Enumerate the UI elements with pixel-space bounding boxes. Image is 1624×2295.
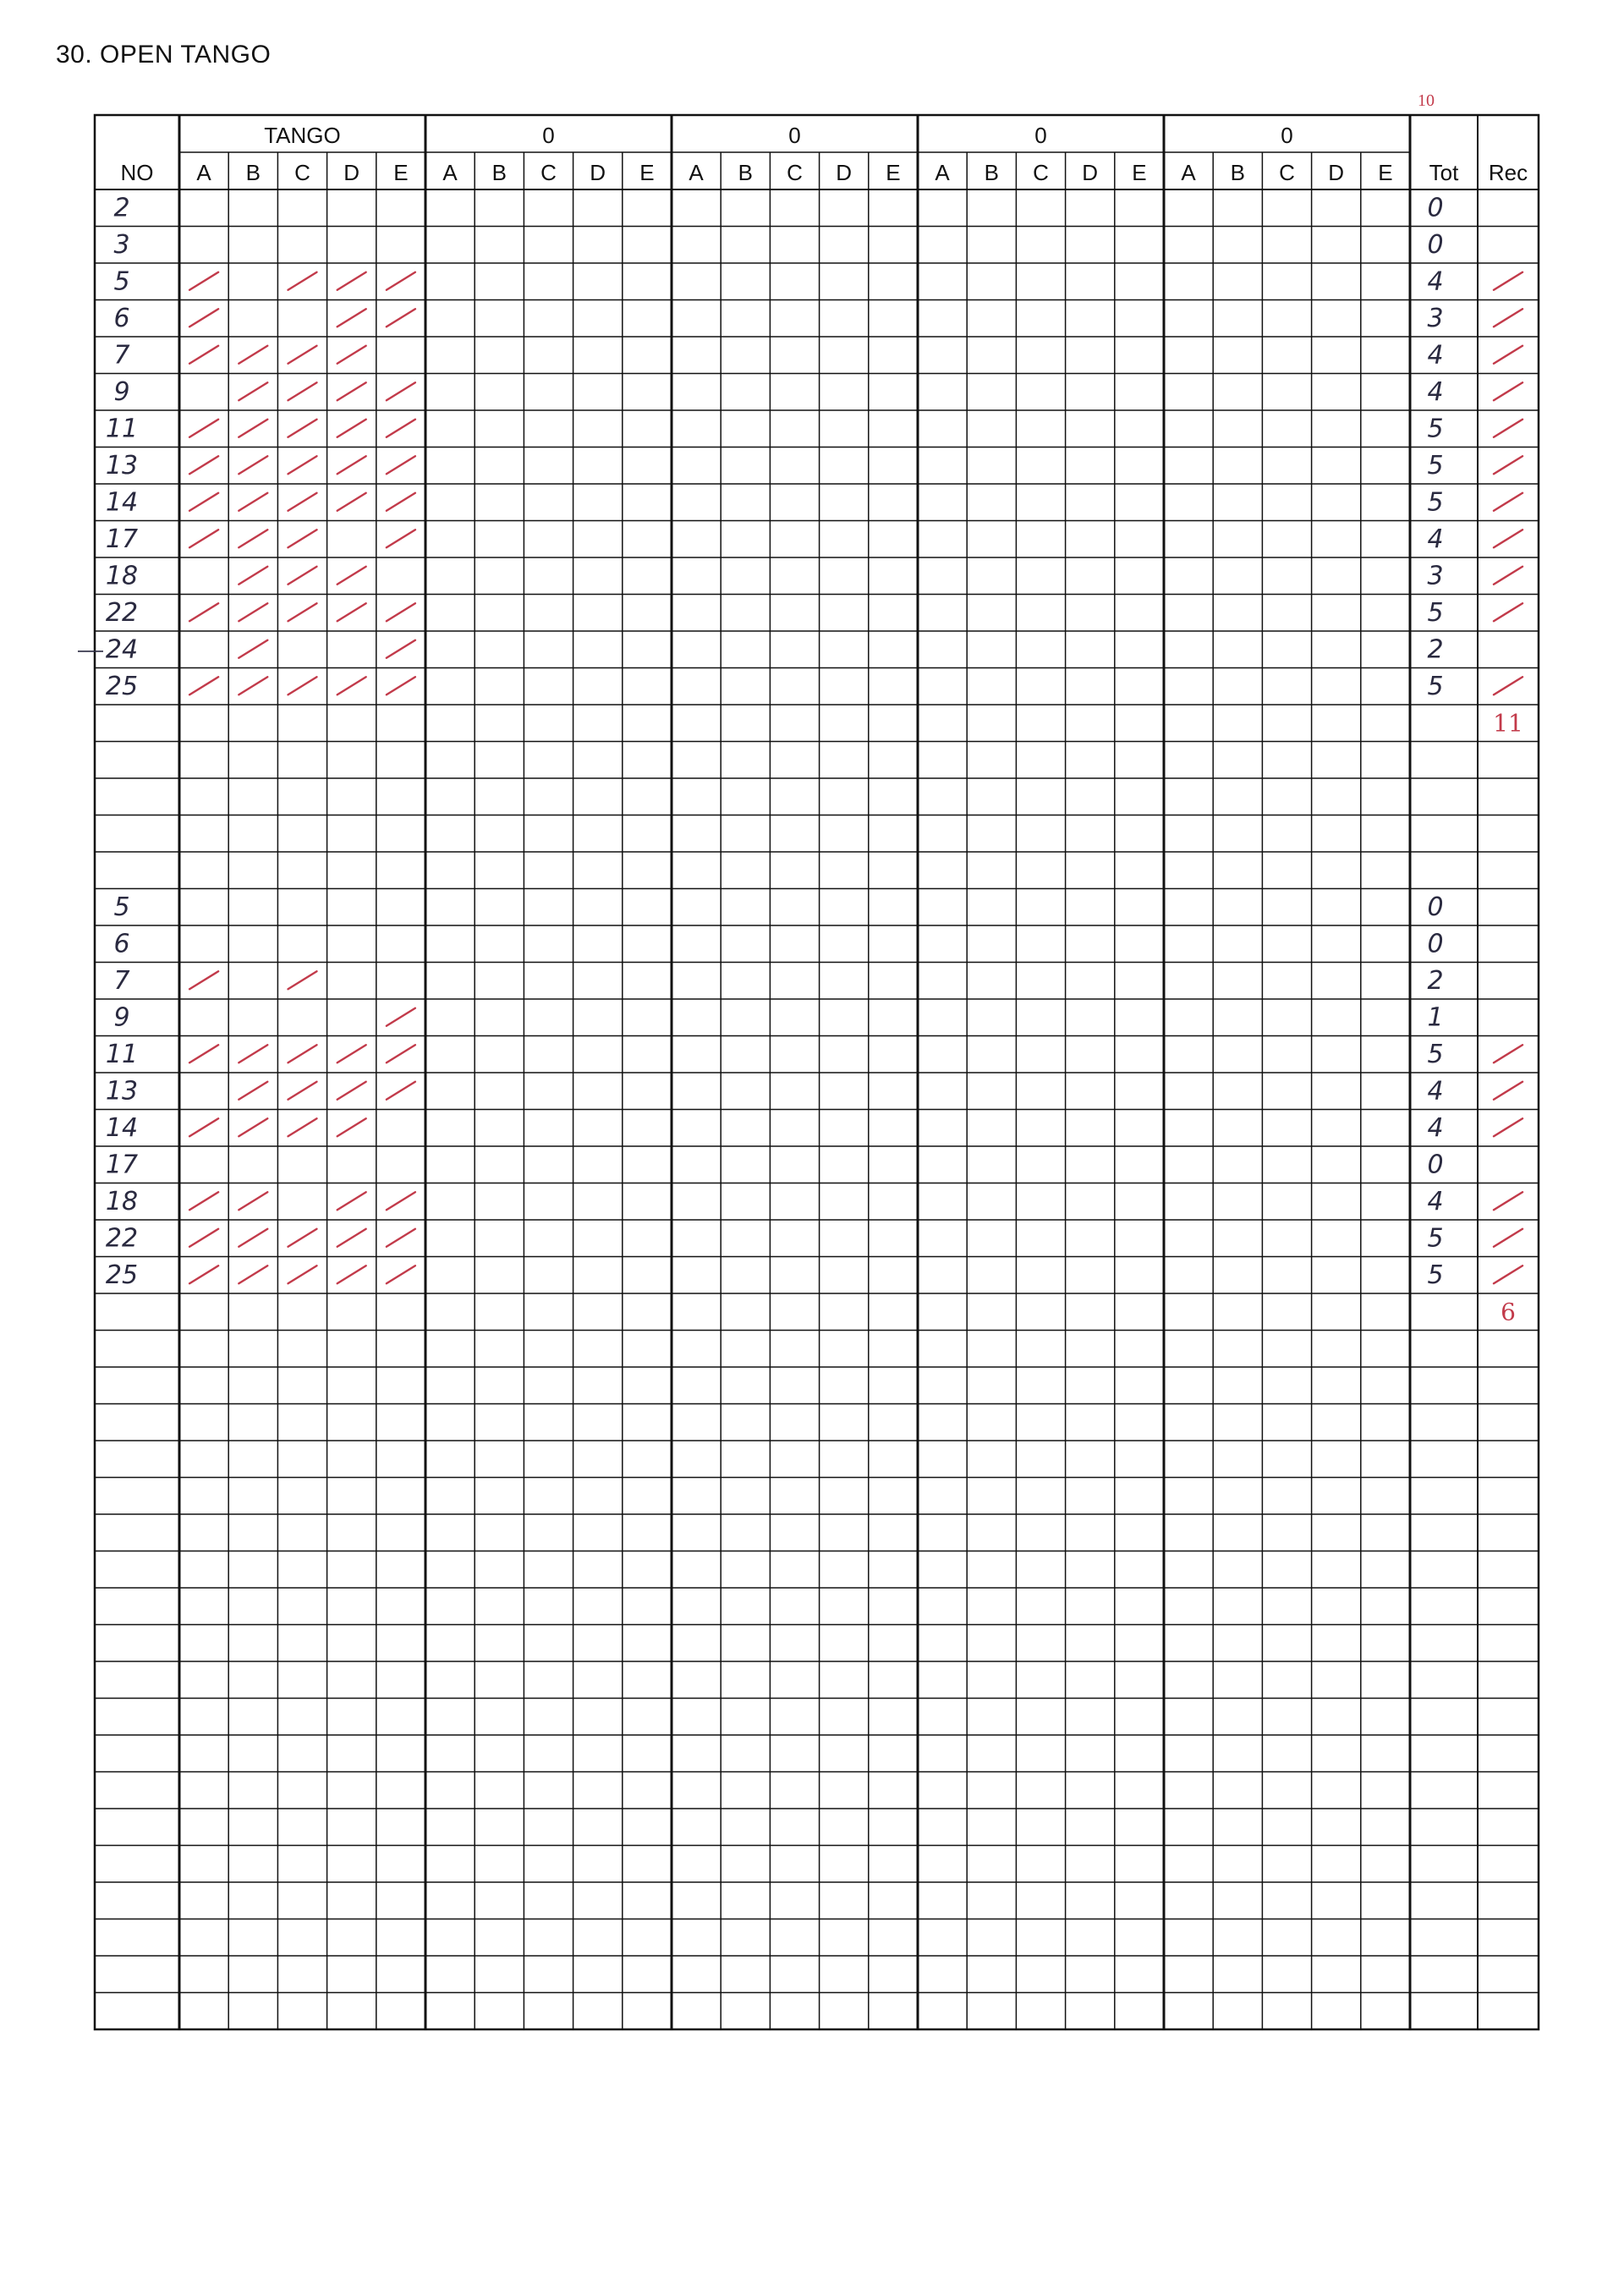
judge-header: B	[245, 160, 261, 185]
recall-mark	[1494, 309, 1522, 327]
judge-header: E	[393, 160, 409, 185]
judge-header: B	[984, 160, 999, 185]
judge-header: A	[442, 160, 458, 185]
total-count: 0	[1427, 229, 1444, 260]
total-count: 5	[1427, 1039, 1444, 1069]
recall-mark	[1494, 346, 1522, 364]
judge-mark	[189, 420, 218, 437]
competitor-number: 5	[113, 266, 130, 297]
judge-mark	[387, 493, 415, 511]
judge-mark	[288, 420, 317, 437]
judge-mark	[288, 567, 317, 585]
total-count: 5	[1427, 450, 1444, 480]
judge-mark	[239, 530, 267, 547]
judge-mark	[189, 346, 218, 364]
recall-mark	[1494, 382, 1522, 400]
judge-mark	[189, 1192, 218, 1210]
judge-header: B	[738, 160, 753, 185]
total-count: 2	[1427, 965, 1444, 996]
total-count: 5	[1427, 414, 1444, 444]
competitor-number: 17	[105, 524, 139, 554]
judge-mark	[337, 272, 366, 290]
total-count: 5	[1427, 1223, 1444, 1254]
judge-mark	[387, 272, 415, 290]
judge-mark	[189, 1045, 218, 1062]
judge-mark	[189, 1229, 218, 1247]
competitor-number: 13	[105, 450, 139, 480]
judge-header: C	[294, 160, 310, 185]
judge-mark	[288, 530, 317, 547]
judge-mark	[288, 272, 317, 290]
judge-mark	[239, 1192, 267, 1210]
competitor-number: 25	[105, 671, 139, 701]
total-count: 0	[1427, 1150, 1444, 1180]
judge-mark	[337, 603, 366, 621]
judge-header: D	[590, 160, 606, 185]
judge-mark	[337, 567, 366, 585]
recall-mark	[1494, 567, 1522, 585]
dance-header-1: 0	[542, 123, 555, 148]
judge-header: C	[1033, 160, 1049, 185]
judge-mark	[288, 1118, 317, 1136]
judge-mark	[337, 309, 366, 327]
judge-mark	[239, 640, 267, 658]
judge-mark	[288, 603, 317, 621]
judge-mark	[239, 1045, 267, 1062]
recall-mark	[1494, 420, 1522, 437]
dance-header-2: 0	[788, 123, 801, 148]
judge-mark	[239, 1229, 267, 1247]
tot-header: Tot	[1429, 160, 1459, 185]
recalled-count: 6	[1501, 1298, 1516, 1326]
judge-mark	[387, 420, 415, 437]
judge-mark	[239, 567, 267, 585]
dance-header-4: 0	[1281, 123, 1293, 148]
competitor-number: 7	[113, 340, 130, 371]
competitor-number: 6	[113, 303, 130, 333]
judge-mark	[387, 1082, 415, 1100]
judge-mark	[239, 346, 267, 364]
judge-header: E	[886, 160, 901, 185]
judge-mark	[239, 1118, 267, 1136]
total-count: 5	[1427, 671, 1444, 701]
judge-header: E	[1132, 160, 1147, 185]
judge-mark	[189, 456, 218, 474]
judge-mark	[189, 677, 218, 695]
judge-mark	[189, 309, 218, 327]
judge-mark	[387, 677, 415, 695]
judge-mark	[189, 530, 218, 547]
judge-mark	[387, 456, 415, 474]
total-count: 0	[1427, 892, 1444, 922]
competitor-number: 14	[105, 1112, 139, 1143]
judge-header: A	[689, 160, 704, 185]
recalled-count: 11	[1493, 709, 1523, 738]
judge-mark	[239, 1266, 267, 1283]
judge-header: E	[1378, 160, 1393, 185]
judge-header: D	[836, 160, 853, 185]
recall-mark	[1494, 1118, 1522, 1136]
total-count: 0	[1427, 929, 1444, 959]
rec-header: Rec	[1488, 160, 1528, 185]
judge-header: B	[1230, 160, 1245, 185]
total-count: 4	[1427, 340, 1444, 371]
judge-mark	[288, 346, 317, 364]
judge-mark	[337, 456, 366, 474]
competitor-number: 24	[105, 634, 139, 665]
total-count: 4	[1427, 1112, 1444, 1143]
judge-mark	[189, 1118, 218, 1136]
judge-mark	[387, 382, 415, 400]
judge-header: C	[787, 160, 803, 185]
total-count: 4	[1427, 524, 1444, 554]
judge-mark	[337, 1192, 366, 1210]
recall-mark	[1494, 677, 1522, 695]
judge-mark	[387, 1266, 415, 1283]
judge-mark	[239, 382, 267, 400]
total-count: 4	[1427, 266, 1444, 297]
competitor-number: 25	[105, 1260, 139, 1290]
judge-header: A	[935, 160, 950, 185]
competitor-number: 14	[105, 487, 139, 518]
judge-mark	[288, 1045, 317, 1062]
recall-mark	[1494, 603, 1522, 621]
judge-mark	[337, 420, 366, 437]
judge-header: A	[1181, 160, 1196, 185]
recall-mark	[1494, 456, 1522, 474]
recall-mark	[1494, 1192, 1522, 1210]
judge-header: C	[1279, 160, 1295, 185]
judge-header: D	[343, 160, 360, 185]
competitor-number: 3	[113, 229, 130, 260]
judge-mark	[337, 493, 366, 511]
competitor-number: 5	[113, 892, 130, 922]
sheet-title: 30. OPEN TANGO	[56, 41, 272, 69]
judge-mark	[189, 493, 218, 511]
judge-mark	[337, 1045, 366, 1062]
judge-mark	[288, 1082, 317, 1100]
recall-mark	[1494, 272, 1522, 290]
judge-mark	[337, 1118, 366, 1136]
judge-mark	[337, 346, 366, 364]
judge-mark	[288, 677, 317, 695]
judge-mark	[239, 456, 267, 474]
judge-mark	[387, 640, 415, 658]
total-count: 3	[1427, 561, 1444, 591]
judge-mark	[288, 493, 317, 511]
total-count: 4	[1427, 376, 1444, 407]
judge-mark	[337, 677, 366, 695]
recall-mark	[1494, 1045, 1522, 1062]
no-header: NO	[120, 160, 154, 185]
judge-header: A	[196, 160, 211, 185]
judge-mark	[387, 1192, 415, 1210]
total-count: 3	[1427, 303, 1444, 333]
judge-mark	[337, 1229, 366, 1247]
judge-header: E	[639, 160, 655, 185]
total-count: 2	[1427, 634, 1444, 665]
total-count: 4	[1427, 1076, 1444, 1106]
recall-mark	[1494, 1229, 1522, 1247]
recall-mark	[1494, 530, 1522, 547]
competitor-number: 9	[113, 376, 130, 407]
judge-mark	[288, 1229, 317, 1247]
competitor-number: 22	[105, 1223, 139, 1254]
judge-mark	[337, 1082, 366, 1100]
competitor-number: 11	[105, 1039, 139, 1069]
judge-header: D	[1082, 160, 1099, 185]
judge-mark	[239, 1082, 267, 1100]
competitor-number: 22	[105, 597, 139, 628]
total-count: 5	[1427, 1260, 1444, 1290]
judge-header: B	[491, 160, 507, 185]
competitor-number: 17	[105, 1150, 139, 1180]
judge-mark	[387, 603, 415, 621]
judge-mark	[337, 382, 366, 400]
competitor-number: 6	[113, 929, 130, 959]
corner-note: 10	[1418, 91, 1435, 110]
total-count: 5	[1427, 597, 1444, 628]
judge-mark	[288, 971, 317, 989]
judge-mark	[189, 272, 218, 290]
total-count: 5	[1427, 487, 1444, 518]
competitor-number: 2	[113, 193, 130, 223]
judge-header: C	[540, 160, 557, 185]
judge-mark	[239, 493, 267, 511]
judge-mark	[288, 1266, 317, 1283]
judge-mark	[288, 456, 317, 474]
judge-mark	[387, 530, 415, 547]
recall-mark	[1494, 1082, 1522, 1100]
judge-mark	[387, 1229, 415, 1247]
judge-mark	[189, 971, 218, 989]
total-count: 1	[1427, 1002, 1444, 1033]
competitor-number: 9	[113, 1002, 130, 1033]
judge-mark	[189, 603, 218, 621]
judge-mark	[288, 382, 317, 400]
judge-mark	[337, 1266, 366, 1283]
competitor-number: 13	[105, 1076, 139, 1106]
judge-mark	[387, 1045, 415, 1062]
judge-mark	[239, 420, 267, 437]
competitor-number: 18	[105, 1186, 139, 1216]
total-count: 4	[1427, 1186, 1444, 1216]
competitor-number: 18	[105, 561, 139, 591]
recall-mark	[1494, 493, 1522, 511]
judge-mark	[387, 309, 415, 327]
total-count: 0	[1427, 193, 1444, 223]
competitor-number: 11	[105, 414, 139, 444]
judge-mark	[239, 677, 267, 695]
judge-mark	[387, 1008, 415, 1026]
judge-header: D	[1328, 160, 1345, 185]
recall-mark	[1494, 1266, 1522, 1283]
dance-header-3: 0	[1034, 123, 1047, 148]
judge-mark	[239, 603, 267, 621]
dance-header-0: TANGO	[264, 123, 341, 148]
judge-mark	[189, 1266, 218, 1283]
competitor-number: 7	[113, 965, 130, 996]
